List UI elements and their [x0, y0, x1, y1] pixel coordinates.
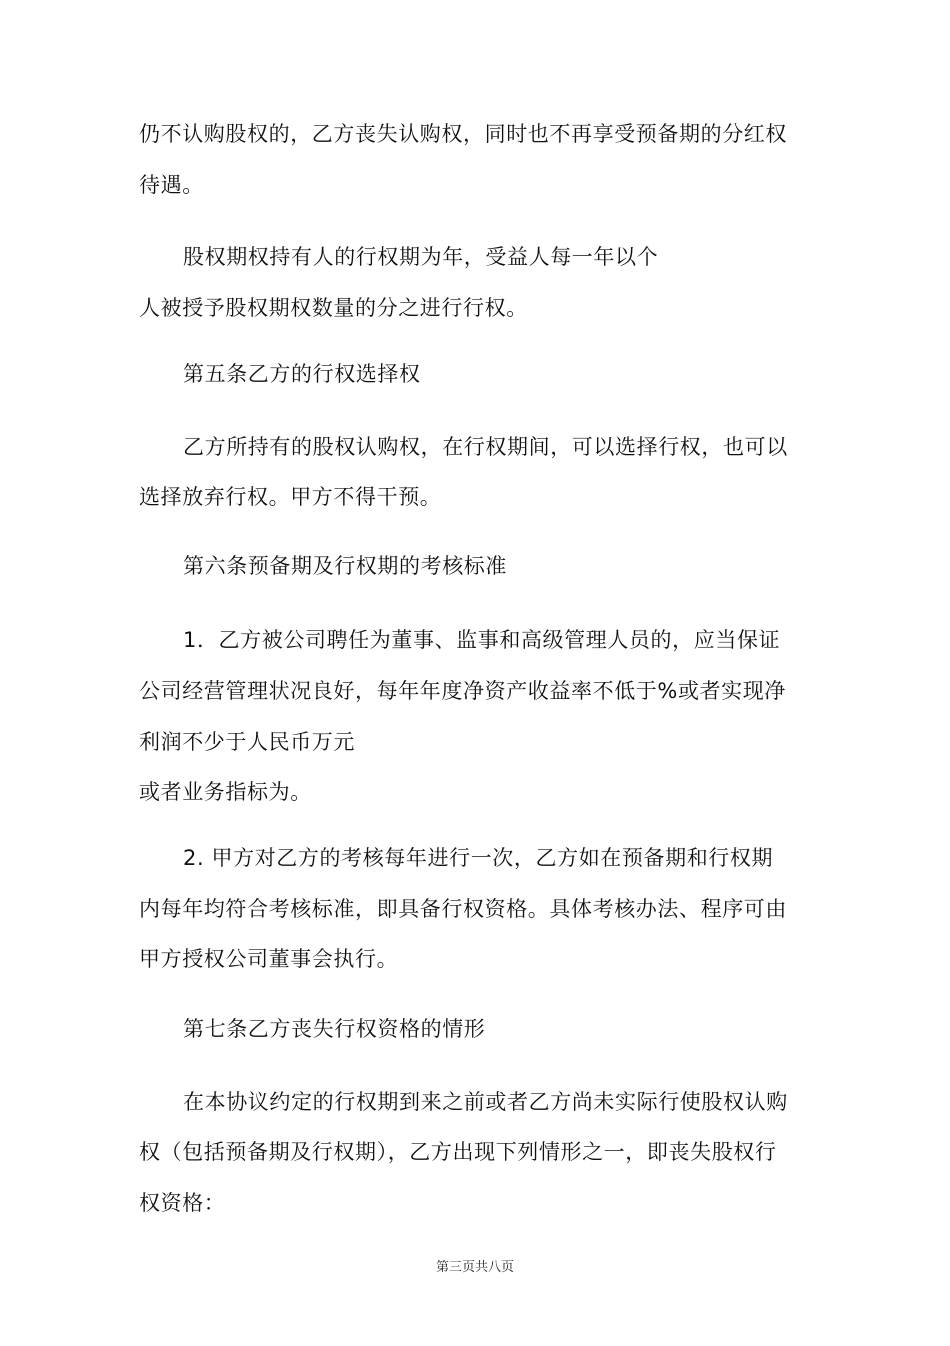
text-line: 或者业务指标为。	[139, 780, 312, 804]
text-line: 甲方授权公司董事会执行。	[139, 947, 399, 971]
text-line: 权（包括预备期及行权期），乙方出现下列情形之一，即丧失股权行	[139, 1140, 777, 1164]
text-line: 权资格：	[139, 1191, 226, 1215]
text-line: 股权期权持有人的行权期为年，受益人每一年以个	[183, 245, 659, 269]
text-line: 乙方所持有的股权认购权，在行权期间，可以选择行权，也可以	[183, 435, 788, 459]
text-line: 选择放弃行权。甲方不得干预。	[139, 485, 442, 509]
page-number-footer: 第三页共八页	[435, 1260, 514, 1275]
text-line: 在本协议约定的行权期到来之前或者乙方尚未实际行使股权认购	[183, 1090, 788, 1114]
text-line: 仍不认购股权的，乙方丧失认购权，同时也不再享受预备期的分红权	[139, 122, 787, 146]
text-line: 2. 甲方对乙方的考核每年进行一次，乙方如在预备期和行权期	[183, 846, 774, 870]
section-heading: 第六条预备期及行权期的考核标准	[183, 554, 507, 578]
text-line: 人被授予股权期权数量的分之进行行权。	[139, 296, 528, 320]
text-line: 内每年均符合考核标准，即具备行权资格。具体考核办法、程序可由	[139, 897, 787, 921]
text-line: 利润不少于人民币万元	[139, 730, 355, 754]
section-heading: 第七条乙方丧失行权资格的情形	[183, 1017, 486, 1041]
text-line: 待遇。	[139, 173, 204, 197]
section-heading: 第五条乙方的行权选择权	[183, 362, 421, 386]
text-line: 公司经营管理状况良好，每年年度净资产收益率不低于%或者实现净	[139, 679, 786, 703]
text-line: 1．乙方被公司聘任为董事、监事和高级管理人员的，应当保证	[183, 628, 781, 652]
